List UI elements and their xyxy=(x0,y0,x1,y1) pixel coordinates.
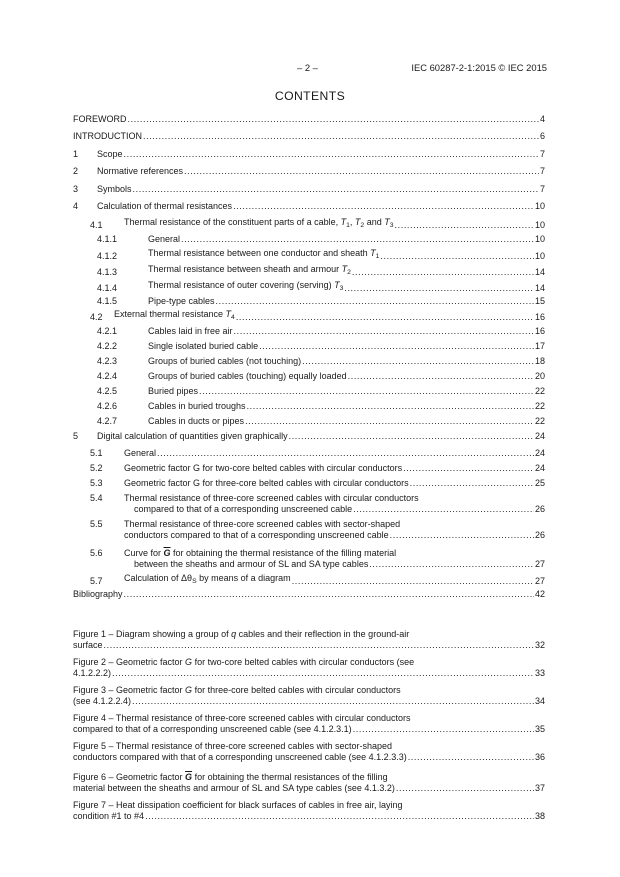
figure-page-number: 33 xyxy=(534,668,545,678)
toc-entry-text: Bibliography xyxy=(73,589,123,599)
g-bar-symbol: $\overline{G}$ xyxy=(163,548,171,558)
toc-page-number: 16 xyxy=(534,312,545,322)
toc-section-number: 5.2 xyxy=(90,463,103,473)
table-of-contents xyxy=(73,114,545,822)
toc-entry-text-line1: Curve for $\overline{G}$ for obtaining the thermal resistance of the filling material xyxy=(124,548,397,558)
toc-entry-4-1-2[interactable] xyxy=(73,249,545,262)
toc-page-number: 6 xyxy=(539,131,545,141)
toc-entry-text: Groups of buried cables (not touching) xyxy=(148,356,302,366)
toc-entry-text: Buried pipes xyxy=(148,386,199,396)
toc-section-number: 4.2.7 xyxy=(97,416,118,426)
toc-entry-4-2-4[interactable] xyxy=(73,371,545,382)
toc-entry-bibliography[interactable] xyxy=(73,589,545,600)
leader-dots xyxy=(104,640,534,651)
toc-page-number: 18 xyxy=(534,356,545,366)
toc-entry-text: Geometric factor G for two-core belted cables with circular conductors xyxy=(124,463,403,473)
toc-entry-2[interactable] xyxy=(73,166,545,177)
figure-entry-line1: Figure 5 – Thermal resistance of three-core screened cables with sector-shaped xyxy=(73,741,392,751)
toc-section-number: 4.2.6 xyxy=(97,401,118,411)
toc-entry-5-7[interactable] xyxy=(73,574,545,587)
figure-entry-line2: compared to that of a corresponding unscreened cable (see 4.1.2.3.1) xyxy=(73,724,352,734)
figure-page-number: 32 xyxy=(534,640,545,650)
toc-section-number: 4.1.1 xyxy=(97,234,118,244)
leader-dots xyxy=(352,267,534,278)
leader-dots xyxy=(348,371,534,382)
leader-dots xyxy=(289,431,534,442)
toc-section-number: 4.2.5 xyxy=(97,386,118,396)
leader-dots xyxy=(390,530,534,541)
toc-section-number: 4.1.3 xyxy=(97,267,118,277)
toc-entry-text: Cables laid in free air xyxy=(148,326,233,336)
toc-section-number: 5.7 xyxy=(90,576,103,586)
toc-page-number: 27 xyxy=(534,576,545,586)
toc-entry-text-line1: Thermal resistance of three-core screened cables with circular conductors xyxy=(124,493,419,503)
toc-section-number: 4 xyxy=(73,201,79,211)
figure-entry-1[interactable] xyxy=(73,629,545,651)
toc-section-number: 4.1.5 xyxy=(97,296,118,306)
toc-page-number: 26 xyxy=(534,504,545,514)
toc-entry-4-1[interactable] xyxy=(73,218,545,231)
toc-entry-text: General xyxy=(148,234,181,244)
leader-dots xyxy=(112,668,534,679)
toc-entry-text: Calculation of thermal resistances xyxy=(97,201,233,211)
toc-page-number: 17 xyxy=(534,341,545,351)
toc-entry-text: Symbols xyxy=(97,184,132,194)
toc-page-number: 20 xyxy=(534,371,545,381)
toc-page-number: 42 xyxy=(534,589,545,599)
toc-entry-4[interactable] xyxy=(73,201,545,212)
toc-entry-text-line2: conductors compared to that of a corresponding unscreened cable xyxy=(124,530,389,540)
leader-dots xyxy=(410,478,534,489)
toc-entry-text: Normative references xyxy=(97,166,184,176)
toc-page-number: 4 xyxy=(539,114,545,124)
toc-page-number: 10 xyxy=(534,201,545,211)
figure-entry-line2: condition #1 to #4 xyxy=(73,811,145,821)
toc-section-number: 4.1.4 xyxy=(97,283,118,293)
toc-page-number: 14 xyxy=(534,267,545,277)
toc-page-number: 22 xyxy=(534,416,545,426)
leader-dots xyxy=(396,783,534,794)
toc-entry-text: Scope xyxy=(97,149,123,159)
toc-entry-4-1-4[interactable] xyxy=(73,281,545,294)
leader-dots xyxy=(128,114,539,125)
toc-entry-4-2-5[interactable] xyxy=(73,386,545,397)
toc-entry-text: Thermal resistance between one conductor and sheath $T_1$ xyxy=(148,249,380,260)
toc-entry-5-2[interactable] xyxy=(73,463,545,474)
toc-entry-text: FOREWORD xyxy=(73,114,127,124)
leader-dots xyxy=(124,589,534,600)
leader-dots xyxy=(353,724,534,735)
leader-dots xyxy=(181,234,534,245)
toc-entry-text: Calculation of $\Delta\theta_S$ by means of a diagram xyxy=(124,574,291,585)
toc-entry-text-line2: compared to that of a corresponding unscreened cable xyxy=(134,504,353,514)
toc-page-number: 10 xyxy=(534,251,545,261)
header-document-ref: IEC 60287-2-1:2015 © IEC 2015 xyxy=(411,62,547,73)
toc-page-number: 27 xyxy=(534,559,545,569)
toc-section-number: 5.5 xyxy=(90,519,103,529)
figure-page-number: 38 xyxy=(534,811,545,821)
toc-section-number: 2 xyxy=(73,166,79,176)
figure-entry-line1: Figure 2 – Geometric factor G for two-core belted cables with circular conductors (see xyxy=(73,657,415,667)
figure-entry-line2: material between the sheaths and armour of SL and SA type cables (see 4.1.3.2) xyxy=(73,783,395,793)
toc-section-number: 5.3 xyxy=(90,478,103,488)
leader-dots xyxy=(157,448,534,459)
figure-entry-4[interactable] xyxy=(73,713,545,735)
leader-dots xyxy=(145,811,534,822)
figure-entry-line1: Figure 6 – Geometric factor $\overline{G}$ for obtaining the thermal resistances of the filling xyxy=(73,772,388,782)
toc-section-number: 5.4 xyxy=(90,493,103,503)
figure-entry-6[interactable] xyxy=(73,770,545,794)
toc-entry-4-2-7[interactable] xyxy=(73,416,545,427)
toc-page-number: 10 xyxy=(534,234,545,244)
toc-entry-text: INTRODUCTION xyxy=(73,131,142,141)
toc-entry-text: Geometric factor G for three-core belted cables with circular conductors xyxy=(124,478,409,488)
leader-dots xyxy=(403,463,534,474)
toc-entry-text: Single isolated buried cable xyxy=(148,341,259,351)
figure-entry-line1: Figure 3 – Geometric factor G for three-core belted cables with circular conductors xyxy=(73,685,401,695)
toc-entry-5-4[interactable] xyxy=(73,493,545,515)
leader-dots xyxy=(199,386,534,397)
toc-page-number: 15 xyxy=(534,296,545,306)
leader-dots xyxy=(380,251,534,262)
toc-page-number: 25 xyxy=(534,478,545,488)
toc-entry-5-1[interactable] xyxy=(73,448,545,459)
toc-entry-text: Groups of buried cables (touching) equally loaded xyxy=(148,371,347,381)
toc-section-number: 4.2.2 xyxy=(97,341,118,351)
leader-dots xyxy=(234,326,534,337)
toc-page-number: 10 xyxy=(534,220,545,230)
leader-dots xyxy=(236,312,534,323)
toc-page-number: 7 xyxy=(539,184,545,194)
toc-entry-4-2-3[interactable] xyxy=(73,356,545,367)
toc-page-number: 24 xyxy=(534,448,545,458)
toc-section-number: 5 xyxy=(73,431,79,441)
toc-entry-text: Thermal resistance of outer covering (serving) $T_3$ xyxy=(148,281,344,292)
toc-entry-text: Thermal resistance between sheath and armour $T_2$ xyxy=(148,265,351,276)
toc-entry-text: Pipe-type cables xyxy=(148,296,215,306)
toc-page-number: 7 xyxy=(539,166,545,176)
figure-entry-line1: Figure 7 – Heat dissipation coefficient for black surfaces of cables in free air, laying xyxy=(73,800,403,810)
figure-entry-line2: surface xyxy=(73,640,103,650)
toc-entry-foreword[interactable] xyxy=(73,114,545,125)
toc-section-number: 3 xyxy=(73,184,79,194)
leader-dots xyxy=(353,504,534,515)
toc-page-number: 24 xyxy=(534,463,545,473)
figure-page-number: 35 xyxy=(534,724,545,734)
leader-dots xyxy=(395,220,534,231)
toc-entry-text: Thermal resistance of the constituent parts of a cable, $T_1$, $T_2$ and $T_3$ xyxy=(124,218,394,229)
toc-page-number: 7 xyxy=(539,149,545,159)
toc-entry-text-line2: between the sheaths and armour of SL and SA type cables xyxy=(134,559,369,569)
leader-dots xyxy=(184,166,539,177)
leader-dots xyxy=(408,752,534,763)
figure-entry-line2: conductors compared with that of a corresponding unscreened cable (see 4.1.2.3.3) xyxy=(73,752,407,762)
toc-entry-4-2[interactable] xyxy=(73,310,545,323)
toc-entry-5-5[interactable] xyxy=(73,519,545,541)
leader-dots xyxy=(124,149,539,160)
toc-entry-4-2-6[interactable] xyxy=(73,401,545,412)
toc-section-number: 5.6 xyxy=(90,548,103,558)
toc-section-number: 5.1 xyxy=(90,448,103,458)
toc-section-number: 4.1.2 xyxy=(97,251,118,261)
toc-page-number: 16 xyxy=(534,326,545,336)
toc-entry-4-2-2[interactable] xyxy=(73,341,545,352)
page-header xyxy=(0,62,620,74)
toc-entry-5[interactable] xyxy=(73,431,545,442)
figure-entry-line1: Figure 1 – Diagram showing a group of q cables and their reflection in the ground-air xyxy=(73,629,410,639)
figure-entry-7[interactable] xyxy=(73,800,545,822)
figure-entry-3[interactable] xyxy=(73,685,545,707)
leader-dots xyxy=(369,559,534,570)
toc-entry-3[interactable] xyxy=(73,184,545,195)
toc-page-number: 14 xyxy=(534,283,545,293)
leader-dots xyxy=(302,356,534,367)
figure-entry-5[interactable] xyxy=(73,741,545,763)
toc-entry-5-3[interactable] xyxy=(73,478,545,489)
figure-page-number: 34 xyxy=(534,696,545,706)
toc-section-number: 4.2.4 xyxy=(97,371,118,381)
toc-entry-5-6[interactable] xyxy=(73,546,545,570)
toc-entry-4-1-3[interactable] xyxy=(73,265,545,278)
toc-section-number: 4.2 xyxy=(90,312,103,322)
toc-entry-text: Cables in buried troughs xyxy=(148,401,246,411)
contents-title: CONTENTS xyxy=(274,89,346,103)
toc-page-number: 22 xyxy=(534,401,545,411)
figure-page-number: 36 xyxy=(534,752,545,762)
toc-entry-1[interactable] xyxy=(73,149,545,160)
figure-entry-line2: (see 4.1.2.2.4) xyxy=(73,696,132,706)
leader-dots xyxy=(133,184,539,195)
leader-dots xyxy=(292,576,534,587)
figure-entry-line2: 4.1.2.2.2) xyxy=(73,668,112,678)
toc-section-number: 4.1 xyxy=(90,220,103,230)
toc-entry-text: General xyxy=(124,448,157,458)
toc-entry-4-1-1[interactable] xyxy=(73,234,545,245)
figure-entry-2[interactable] xyxy=(73,657,545,679)
toc-section-number: 4.2.3 xyxy=(97,356,118,366)
leader-dots xyxy=(143,131,539,142)
leader-dots xyxy=(216,296,534,307)
figure-page-number: 37 xyxy=(534,783,545,793)
toc-entry-4-2-1[interactable] xyxy=(73,326,545,337)
toc-entry-text: Digital calculation of quantities given graphically xyxy=(97,431,288,441)
toc-entry-text: External thermal resistance $T_4$ xyxy=(114,310,235,321)
leader-dots xyxy=(245,416,534,427)
leader-dots xyxy=(344,283,534,294)
toc-entry-text-line1: Thermal resistance of three-core screened cables with sector-shaped xyxy=(124,519,401,529)
toc-entry-text: Cables in ducts or pipes xyxy=(148,416,245,426)
figure-entry-line1: Figure 4 – Thermal resistance of three-core screened cables with circular conductors xyxy=(73,713,411,723)
header-page-number: – 2 – xyxy=(297,62,318,73)
toc-entry-4-1-5[interactable] xyxy=(73,296,545,307)
leader-dots xyxy=(247,401,534,412)
leader-dots xyxy=(233,201,534,212)
toc-section-number: 4.2.1 xyxy=(97,326,118,336)
leader-dots xyxy=(132,696,534,707)
toc-page-number: 24 xyxy=(534,431,545,441)
toc-page-number: 26 xyxy=(534,530,545,540)
toc-entry-introduction[interactable] xyxy=(73,131,545,142)
g-bar-symbol: $\overline{G}$ xyxy=(185,772,193,782)
leader-dots xyxy=(259,341,534,352)
toc-section-number: 1 xyxy=(73,149,79,159)
toc-page-number: 22 xyxy=(534,386,545,396)
